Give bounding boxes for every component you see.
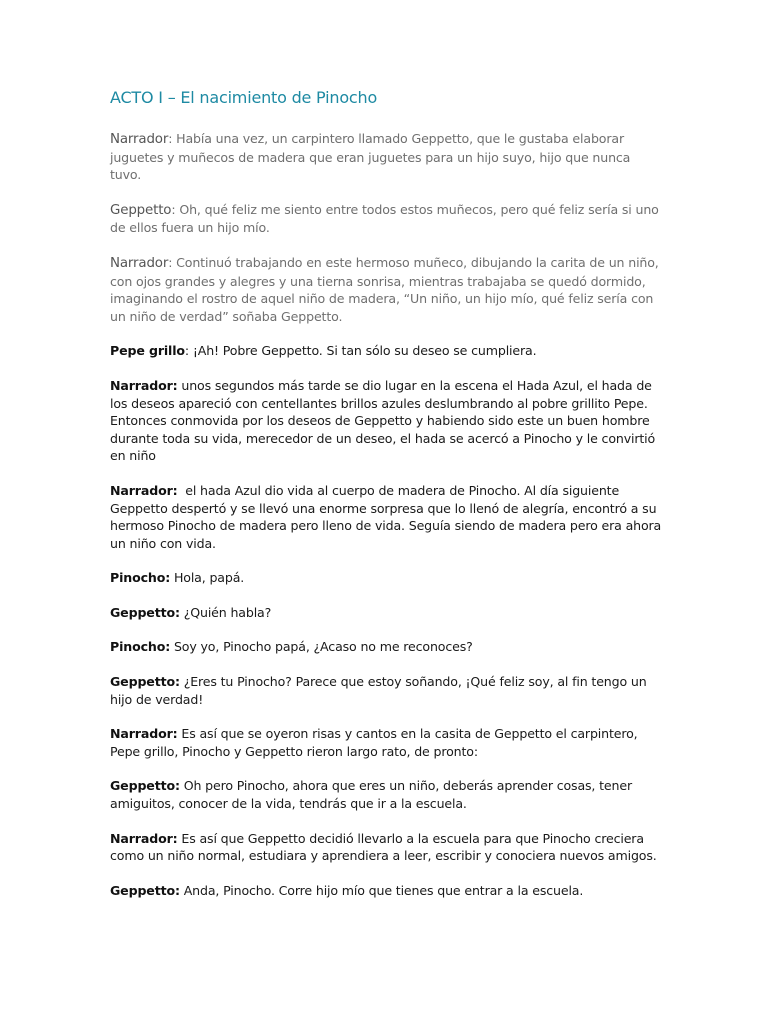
dialogue-paragraph: [110, 377, 662, 465]
speaker-label: Geppetto: [110, 202, 172, 218]
dialogue-paragraph: [110, 638, 662, 656]
dialogue-text: ¿Eres tu Pinocho? Parece que estoy soñando, ¡Qué feliz soy, al fin tengo un hijo de verdad!: [110, 674, 647, 707]
dialogue-paragraph: [110, 201, 662, 237]
document-title: ACTO I – El nacimiento de Pinocho: [110, 88, 378, 107]
speaker-label: Pinocho:: [110, 639, 171, 655]
dialogue-text: Hola, papá.: [173, 570, 245, 586]
speaker-label: Narrador: [110, 255, 169, 271]
speaker-label: Geppetto:: [110, 604, 180, 620]
speaker-separator: :: [171, 201, 180, 217]
dialogue-text: Oh pero Pinocho, ahora que eres un niño, deberás aprender cosas, tener amiguitos, conocer de la vida, tendrás que ir a la escuela.: [110, 778, 632, 812]
dialogue-paragraph: [110, 830, 662, 865]
dialogue-text: Es así que se oyeron risas y cantos en la casita de Geppetto el carpintero, Pepe grillo, Pinocho y Geppetto rieron largo rato, de pronto:: [110, 726, 638, 759]
dialogue-text: ¿Quién habla?: [183, 604, 272, 620]
dialogue-paragraph: [110, 725, 662, 760]
speaker-separator: :: [184, 343, 193, 359]
dialogue-paragraph: [110, 569, 662, 587]
document-page: [110, 86, 662, 916]
dialogue-paragraph: [110, 673, 662, 708]
speaker-label: Narrador: [110, 132, 169, 147]
speaker-label: Pinocho:: [110, 570, 171, 586]
dialogue-text: Soy yo, Pinocho papá, ¿Acaso no me reconoces?: [173, 639, 473, 655]
dialogue-text: Había una vez, un carpintero llamado Geppetto, que le gustaba elaborar juguetes y muñecos de madera que eran juguetes para un hijo suyo, hijo que nunca tuvo.: [110, 131, 631, 183]
dialogue-text: Es así que Geppetto decidió llevarlo a la escuela para que Pinocho creciera como un niño normal, estudiara y aprendiera a leer, escribir y conociera nuevos amigos.: [110, 830, 657, 864]
speaker-label: Narrador:: [110, 726, 178, 742]
dialogue-paragraph: [110, 482, 662, 552]
dialogue-paragraph: [110, 604, 662, 622]
dialogue-text: unos segundos más tarde se dio lugar en la escena el Hada Azul, el hada de los deseos apareció con centellantes brillos azules deslumbrando al pobre grillito Pepe. Entonces conmovida por los deseos de Geppetto y habiendo sido este un buen hombre durante toda su vida, merecedor de un deseo, el hada se acercó a Pinocho y le convirtió en niño: [110, 377, 656, 464]
dialogue-paragraph: [110, 882, 662, 900]
dialogue-paragraph: [110, 130, 662, 184]
dialogue-paragraph: [110, 777, 662, 812]
dialogue-text: Continuó trabajando en este hermoso muñeco, dibujando la carita de un niño, con ojos grandes y alegres y una tierna sonrisa, mientras trabajaba se quedó dormido, imaginando el rostro de aquel niño de madera, “Un niño, un hijo mío, qué feliz sería con un niño de verdad” soñaba Geppetto.: [110, 254, 659, 324]
speaker-label: Narrador:: [110, 482, 178, 498]
dialogue-text: ¡Ah! Pobre Geppetto. Si tan sólo su deseo se cumpliera.: [192, 343, 537, 359]
dialogue-paragraph: [110, 342, 662, 360]
dialogue-text: Oh, qué feliz me siento entre todos estos muñecos, pero qué feliz sería si uno de ellos fuera un hijo mío.: [110, 201, 659, 236]
speaker-label: Narrador:: [110, 377, 178, 393]
speaker-label: Geppetto:: [110, 778, 180, 794]
speaker-separator: :: [168, 131, 177, 146]
speaker-label: Geppetto:: [110, 882, 180, 898]
speaker-label: Pepe grillo: [110, 343, 185, 359]
speaker-separator: :: [168, 254, 177, 270]
dialogue-paragraph: [110, 254, 662, 325]
dialogue-text: el hada Azul dio vida al cuerpo de madera de Pinocho. Al día siguiente Geppetto despertó y se llevó una enorme sorpresa que lo llenó de alegría, encontró a su hermoso Pinocho de madera pero lleno de vida. Seguía siendo de madera pero era ahora un niño con vida.: [110, 482, 662, 551]
speaker-label: Narrador:: [110, 830, 178, 846]
speaker-label: Geppetto:: [110, 674, 180, 690]
dialogue-text: Anda, Pinocho. Corre hijo mío que tienes que entrar a la escuela.: [183, 882, 584, 898]
